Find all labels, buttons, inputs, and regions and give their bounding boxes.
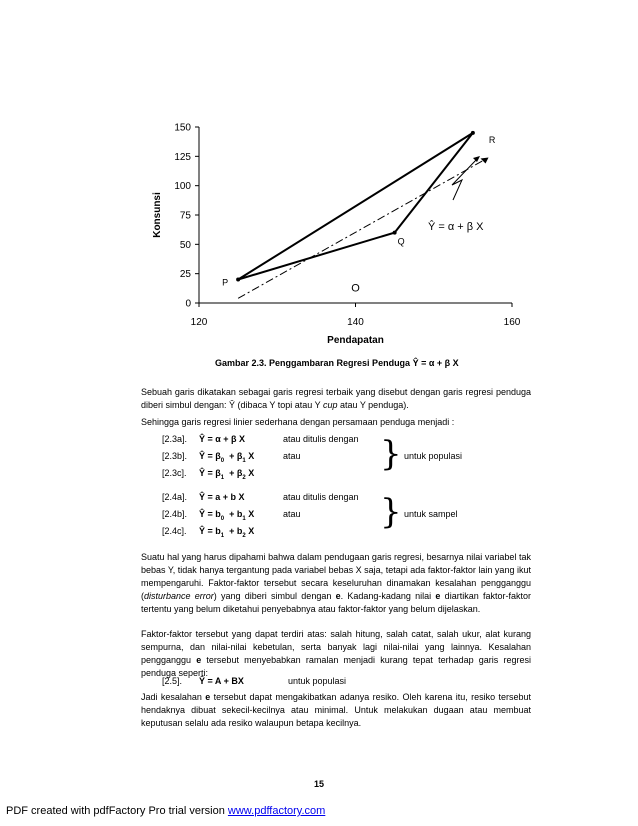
- chart-axes: [152, 123, 521, 347]
- page-number: 15: [314, 779, 325, 789]
- regression-arrowhead: [481, 158, 489, 164]
- regression-chart: [0, 0, 638, 360]
- footer-text: PDF created with pdfFactory Pro trial version: [6, 805, 228, 817]
- eq-2-5-num: [2.5].: [162, 676, 183, 686]
- p1-text: Sebuah garis dikatakan sebagai garis regresi terbaik yang disebut dengan garis regresi penduga diberi simbul dengan: Ŷ (dibaca Y topi atau Y cup atau Y penduga).: [141, 387, 531, 410]
- region-label: O: [351, 282, 360, 295]
- brace-sample: }: [380, 492, 402, 532]
- eq-2-4a-num: [2.4a].: [162, 492, 188, 502]
- eq-2-4b-note: atau: [283, 509, 301, 519]
- paragraph-3: Suatu hal yang harus dipahami bahwa dalam pendugaan garis regresi, besarnya nilai variabel tak bebas Y, tidak hanya tergantung pada variabel bebas X saja, tetapi ada faktor-faktor lain yang ikut mempengaruhi. Faktor-faktor tersebut secara keseluruhan dinamakan kesalahan pengganggu (disturbance error) yang diberi simbul dengan e. Kadang-kadang nilai e diartikan faktor-faktor tertentu yang belum diketahui penyebabnya atau faktor-faktor yang belum dijelaskan.: [141, 552, 531, 614]
- eq-2-3c-num: [2.3c].: [162, 468, 187, 478]
- paragraph-2: Sehingga garis regresi linier sederhana dengan persamaan penduga menjadi :: [141, 417, 455, 427]
- label-point-q: Q: [397, 236, 405, 247]
- y-tick-label: 100: [174, 181, 191, 193]
- chart-marks: [222, 131, 496, 298]
- sample-label: untuk sampel: [404, 509, 458, 519]
- y-tick-label: 50: [179, 239, 191, 251]
- eq-2-3b: Ŷ = $\beta_0 + \beta_1$ X: [199, 451, 255, 464]
- y-tick-label: 150: [174, 122, 191, 134]
- pdf-footer: [6, 805, 325, 817]
- point-p: [236, 278, 240, 282]
- x-tick-label: 160: [503, 317, 521, 328]
- eq-2-4a: Ŷ = a + b X: [199, 492, 245, 502]
- point-r: [471, 131, 475, 135]
- eq-2-4c: Ŷ = $b_1 + b_2$ X: [199, 526, 255, 539]
- label-point-r: R: [488, 134, 496, 145]
- eq-2-3b-num: [2.3b].: [162, 451, 188, 461]
- figure-caption: Gambar 2.3. Penggambaran Regresi Penduga Ŷ = α + β X: [215, 358, 459, 368]
- eq-2-4b: Ŷ = $b_0 + b_1$ X: [199, 509, 255, 522]
- eq-2-3a-num: [2.3a].: [162, 434, 188, 444]
- brace-population: }: [380, 434, 402, 474]
- zigzag-arrowhead: [473, 156, 480, 162]
- eq-2-3a: Ŷ = α + β X: [199, 434, 246, 444]
- y-tick-label: 0: [185, 298, 191, 310]
- y-tick-label: 125: [174, 151, 191, 163]
- eq-2-4a-note: atau ditulis dengan: [283, 492, 359, 502]
- paragraph-5: Jadi kesalahan e tersebut dapat mengakibatkan adanya resiko. Oleh karena itu, resiko tersebut hendaknya dibuat sekecil-kecilnya atau minimal. Untuk melakukan dugaan atau membuat keputusan selalu ada resiko walaupun betapa kecilnya.: [141, 692, 532, 728]
- eq-2-4c-num: [2.4c].: [162, 526, 187, 536]
- eq-2-4b-num: [2.4b].: [162, 509, 188, 519]
- eq-2-3c: Ŷ = $\beta_1 + \beta_2$ X: [199, 468, 255, 481]
- eq-2-3a-note: atau ditulis dengan: [283, 434, 359, 444]
- y-tick-label: 25: [179, 269, 191, 281]
- eq-2-3b-note: atau: [283, 451, 301, 461]
- equation-label: Ŷ = α + β X: [428, 221, 484, 233]
- eq-2-5-note: untuk populasi: [288, 676, 347, 686]
- zigzag-arrow: [452, 158, 478, 200]
- paragraph-1: [141, 386, 531, 412]
- x-axis-label: Pendapatan: [327, 335, 384, 346]
- x-tick-label: 140: [347, 317, 364, 328]
- footer-link[interactable]: www.pdffactory.com: [227, 805, 326, 817]
- label-point-p: P: [222, 277, 229, 288]
- x-tick-label: 120: [190, 317, 208, 328]
- y-tick-label: 75: [179, 210, 191, 222]
- point-q: [393, 231, 397, 235]
- triangle-pqr: [238, 133, 473, 280]
- eq-2-5: Ŷ = A + BX: [199, 676, 244, 686]
- paragraph-4: Faktor-faktor tersebut yang dapat terdiri atas: salah hitung, salah catat, salah ukur, alat kurang sempurna, dan nilai-nilai kebetulan, serta banyak lagi nilai-nilai yang lainnya. Kesalahan pengganggu e tersebut menyebabkan ramalan menjadi kurang tepat terhadap garis regresi penduga seperti:: [141, 629, 531, 678]
- y-axis-label: Konsunsi: [152, 192, 163, 238]
- population-label: untuk populasi: [404, 451, 463, 461]
